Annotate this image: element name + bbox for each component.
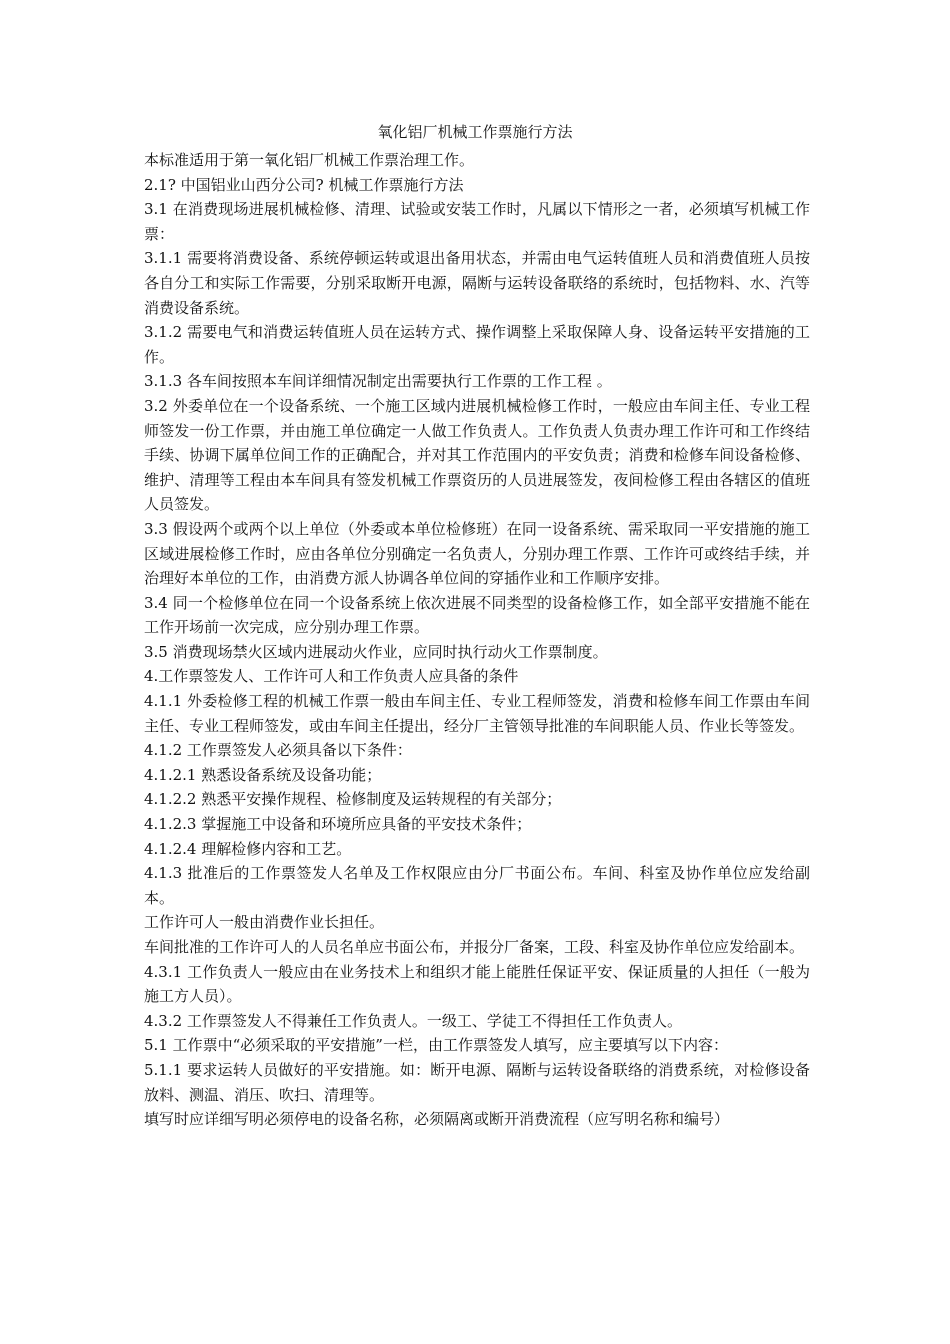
paragraph-3-1-2: 3.1.2 需要电气和消费运转值班人员在运转方式、操作调整上采取保障人身、设备运转平安措施的工作。 [144, 323, 810, 366]
paragraph-3-1: 3.1 在消费现场进展机械检修、清理、试验或安装工作时，凡属以下情形之一者，必须填写机械工作票： [144, 200, 810, 243]
paragraph-permit-holder: 工作许可人一般由消费作业长担任。 [144, 913, 385, 932]
paragraph-4-1-2-4: 4.1.2.4 理解检修内容和工艺。 [144, 839, 352, 858]
paragraph-scope: 本标准适用于第一氧化铝厂机械工作票治理工作。 [144, 151, 475, 169]
document-title: 氧化铝厂机械工作票施行方法 [377, 123, 573, 141]
paragraph-fill-note: 填写时应详细写明必须停电的设备名称，必须隔离或断开消费流程（应写明名称和编号） [144, 1110, 730, 1129]
paragraph-4-1-2-1: 4.1.2.1 熟悉设备系统及设备功能； [144, 765, 382, 784]
paragraph-3-5: 3.5 消费现场禁火区域内进展动火作业，应同时执行动火工作票制度。 [144, 642, 608, 661]
paragraph-3-2: 3.2 外委单位在一个设备系统、一个施工区域内进展机械检修工作时，一般应由车间主任、专业工程师签发一份工作票，并由施工单位确定一人做工作负责人。工作负责人负责办理工作许可和工作终结手续、协调下属单位间工作的正确配合，并对其工作范围内的平安负责；消费和检修车间设备检修、维护、清理等工程由本车间具有签发机械工作票资历的人员进展签发，夜间检修工程由各辖区的值班人员签发。 [144, 396, 810, 514]
paragraph-2-1: 2.1? 中国铝业山西分公司? 机械工作票施行方法 [144, 175, 464, 194]
paragraph-4-3-2: 4.3.2 工作票签发人不得兼任工作负责人。一级工、学徒工不得担任工作负责人。 [144, 1011, 682, 1030]
document-body [144, 148, 810, 1132]
paragraph-3-4: 3.4 同一个检修单位在同一个设备系统上依次进展不同类型的设备检修工作，如全部平安措施不能在工作开场前一次完成，应分别办理工作票。 [144, 593, 810, 637]
paragraph-4-1-1: 4.1.1 外委检修工程的机械工作票一般由车间主任、专业工程师签发，消费和检修车间工作票由车间主任、专业工程师签发，或由车间主任提出，经分厂主管领导批准的车间职能人员、作业长等签发。 [144, 692, 810, 735]
paragraph-3-1-1: 3.1.1 需要将消费设备、系统停顿运转或退出备用状态，并需由电气运转值班人员和消费值班人员按各自分工和实际工作需要，分别采取断开电源，隔断与运转设备联络的系统时，包括物料、水、汽等消费设备系统。 [144, 249, 810, 317]
paragraph-4-3-1: 4.3.1 工作负责人一般应由在业务技术上和组织才能上能胜任保证平安、保证质量的人担任（一般为施工方人员）。 [144, 962, 810, 1006]
paragraph-3-1-3: 3.1.3 各车间按照本车间详细情况制定出需要执行工作票的工作工程 。 [144, 372, 612, 391]
paragraph-5-1: 5.1 工作票中“必须采取的平安措施”一栏，由工作票签发人填写，应主要填写以下内容： [144, 1036, 728, 1055]
paragraph-3-3: 3.3 假设两个或两个以上单位（外委或本单位检修班）在同一设备系统、需采取同一平安措施的施工区域进展检修工作时，应由各单位分别确定一名负责人，分别办理工作票、工作许可或终结手续，并治理好本单位的工作，由消费方派人协调各单位间的穿插作业和工作顺序安排。 [144, 519, 810, 588]
paragraph-4-heading: 4.工作票签发人、工作许可人和工作负责人应具备的条件 [144, 667, 519, 686]
paragraph-4-1-3: 4.1.3 批准后的工作票签发人名单及工作权限应由分厂书面公布。车间、科室及协作单位应发给副本。 [144, 864, 810, 907]
paragraph-permit-list: 车间批准的工作许可人的人员名单应书面公布，并报分厂备案，工段、科室及协作单位应发给副本。 [144, 938, 805, 956]
paragraph-5-1-1: 5.1.1 要求运转人员做好的平安措施。如：断开电源、隔断与运转设备联络的消费系统，对检修设备放料、测温、消压、吹扫、清理等。 [144, 1060, 810, 1104]
paragraph-4-1-2-3: 4.1.2.3 掌握施工中设备和环境所应具备的平安技术条件； [144, 815, 532, 834]
paragraph-4-1-2-2: 4.1.2.2 熟悉平安操作规程、检修制度及运转规程的有关部分； [144, 790, 562, 809]
paragraph-4-1-2: 4.1.2 工作票签发人必须具备以下条件： [144, 741, 412, 760]
